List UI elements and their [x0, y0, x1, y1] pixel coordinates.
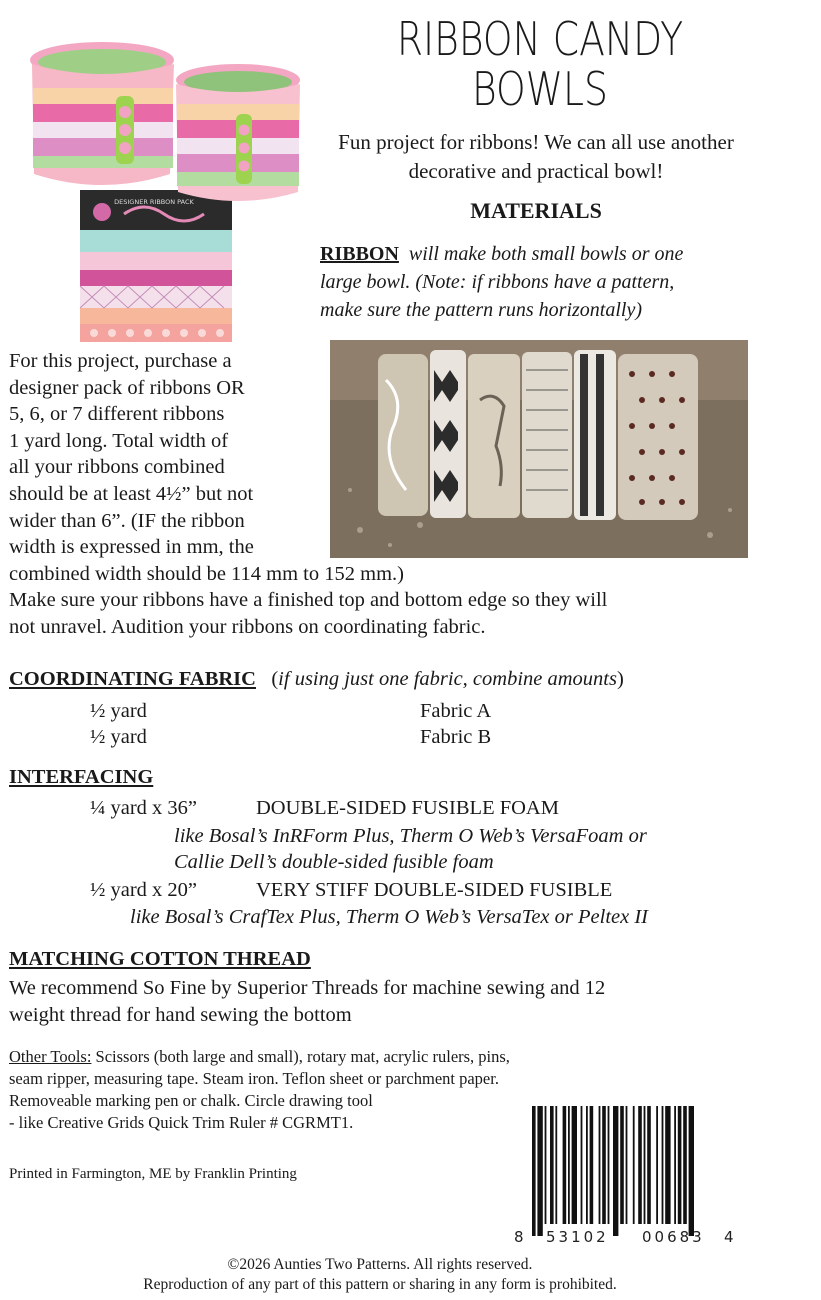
interfacing-amount-1: ¼ yard x 36”: [90, 797, 198, 819]
thread-text: [9, 975, 809, 1028]
barcode-bars: [528, 1106, 743, 1236]
fabric-row: [90, 698, 147, 725]
fabric-amount: ½ yard: [90, 726, 147, 748]
thread-heading: MATCHING COTTON THREAD: [9, 948, 311, 970]
interfacing-heading: INTERFACING: [9, 766, 154, 788]
other-tools-line-2: seam ripper, measuring tape. Steam iron. Teflon sheet or parchment paper.: [9, 1069, 499, 1088]
fabric-name: Fabric B: [420, 726, 492, 748]
title-line-1: RIBBON CANDY: [396, 12, 684, 66]
other-tools-label: Other Tools:: [9, 1047, 92, 1066]
purchase-line: all your ribbons combined: [9, 456, 225, 479]
reproduction-notice: Reproduction of any part of this pattern or sharing in any form is prohibited.: [143, 1276, 617, 1293]
barcode-digit-1: 8: [514, 1228, 524, 1246]
ribbon-note-line-1: will make both small bowls or one: [408, 243, 684, 265]
coordinating-section: COORDINATING FABRIC (if using just one fabric, combine amounts): [9, 668, 624, 690]
page-title: [343, 14, 737, 114]
fabric-name: Fabric A: [420, 700, 492, 722]
fabric-row: [90, 724, 147, 751]
copyright: ©2026 Aunties Two Patterns. All rights reserved.: [227, 1256, 533, 1273]
materials-heading: MATERIALS: [470, 198, 602, 223]
other-tools-line-1: Scissors (both large and small), rotary mat, acrylic rulers, pins,: [91, 1047, 510, 1066]
ribbon-pack-label: DESIGNER RIBBON PACK: [114, 198, 194, 206]
purchase-paragraph: [9, 348, 809, 641]
other-tools-line-3: Removeable marking pen or chalk. Circle drawing tool: [9, 1091, 373, 1110]
coordinating-note: if using just one fabric, combine amounts: [278, 668, 617, 690]
thread-line-2: weight thread for hand sewing the bottom: [9, 1003, 352, 1026]
ribbon-note-line-2: large bowl. (Note: if ribbons have a pattern,: [320, 271, 675, 293]
interfacing-like-2: like Bosal’s CrafTex Plus, Therm O Web’s VersaTex or Peltex II: [130, 906, 648, 928]
bowls-photo: [24, 34, 310, 342]
purchase-line: width is expressed in mm, the: [9, 536, 254, 559]
other-tools-line-4: - like Creative Grids Quick Trim Ruler # CGRMT1.: [9, 1113, 354, 1132]
large-bowl-image: [30, 42, 174, 185]
small-bowl-image: [176, 64, 300, 201]
thread-line-1: We recommend So Fine by Superior Threads for machine sewing and 12: [9, 977, 606, 999]
printed-by: Printed in Farmington, ME by Franklin Printing: [9, 1166, 297, 1182]
purchase-line: should be at least 4½” but not: [9, 482, 254, 505]
interfacing-like-1b: Callie Dell’s double-sided fusible foam: [174, 851, 494, 873]
barcode-digit-2: 4: [724, 1228, 734, 1246]
purchase-line: Make sure your ribbons have a finished top and bottom edge so they will: [9, 589, 608, 612]
interfacing-name-1: DOUBLE-SIDED FUSIBLE FOAM: [256, 797, 559, 819]
purchase-line: 5, 6, or 7 different ribbons: [9, 403, 225, 426]
fabric-amount: ½ yard: [90, 700, 147, 722]
purchase-line: combined width should be 114 mm to 152 mm.): [9, 562, 404, 585]
purchase-line: wider than 6”. (IF the ribbon: [9, 509, 245, 532]
interfacing-like-1a: like Bosal’s InRForm Plus, Therm O Web’s VersaFoam or: [174, 825, 647, 847]
purchase-line: designer pack of ribbons OR: [9, 376, 245, 399]
ribbon-note-line-3: make sure the pattern runs horizontally): [320, 299, 643, 321]
ribbon-label: RIBBON: [320, 243, 399, 265]
purchase-line: 1 yard long. Total width of: [9, 429, 229, 452]
purchase-line: For this project, purchase a: [9, 350, 232, 372]
ribbon-note: [320, 240, 760, 324]
barcode-digit-group-2: 00683: [642, 1228, 705, 1246]
ribbon-pack-image: [80, 190, 232, 342]
interfacing-amount-2: ½ yard x 20”: [90, 879, 198, 901]
interfacing-name-2: VERY STIFF DOUBLE-SIDED FUSIBLE: [256, 879, 613, 901]
intro-text: Fun project for ribbons! We can all use another decorative and practical bowl!: [338, 130, 734, 183]
purchase-line: not unravel. Audition your ribbons on coordinating fabric.: [9, 615, 486, 638]
title-line-2: BOWLS: [472, 62, 608, 116]
coordinating-heading: COORDINATING FABRIC: [9, 668, 256, 690]
barcode-digit-group-1: 53102: [546, 1228, 609, 1246]
barcode: [514, 1106, 743, 1254]
